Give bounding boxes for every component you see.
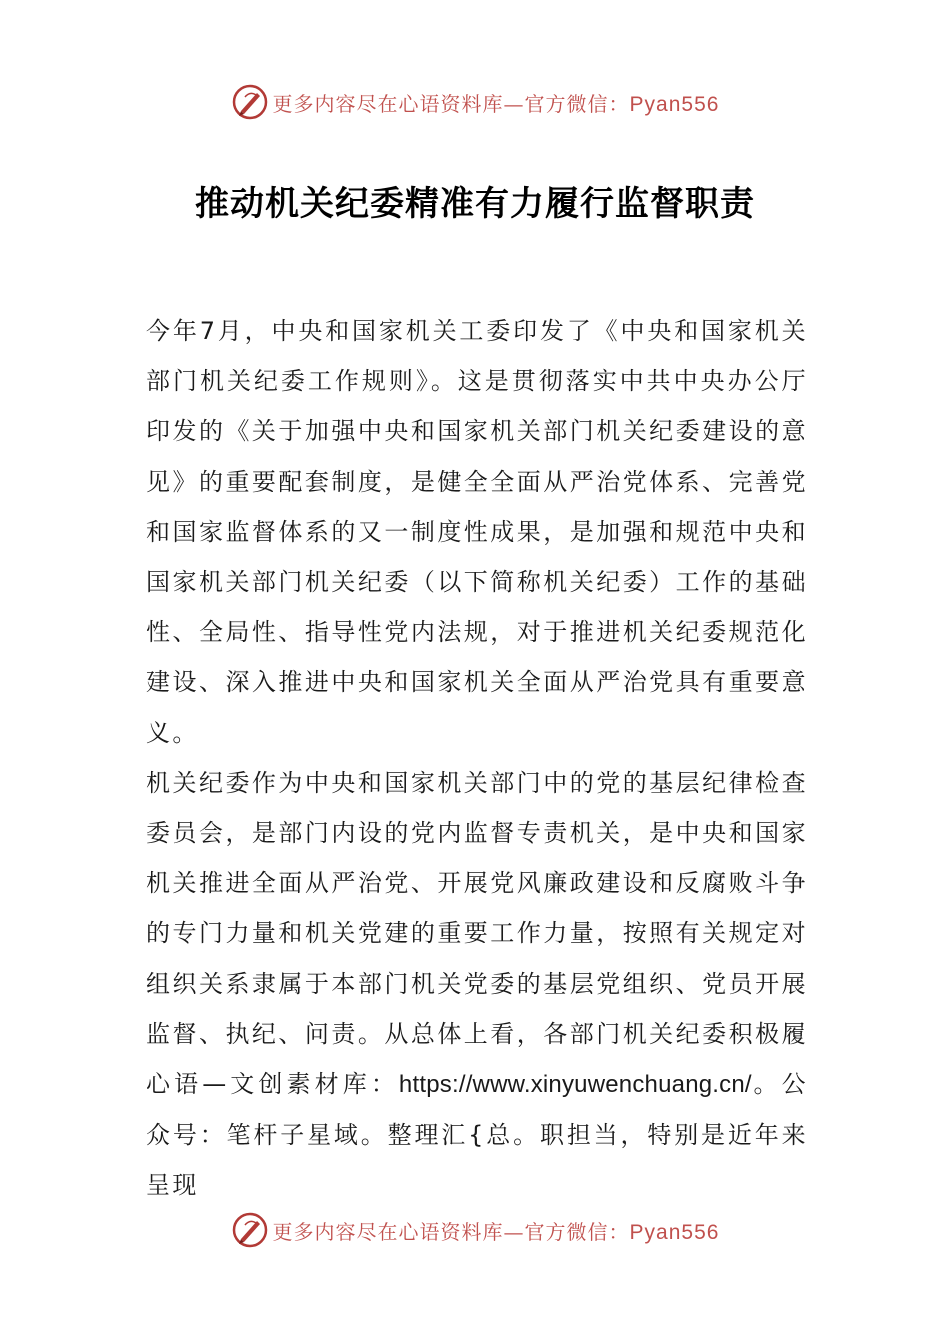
- paragraph-1: 今年7月，中央和国家机关工委印发了《中央和国家机关部门机关纪委工作规则》。这是贯彻落实中共中央办公厅印发的《关于加强中央和国家机关部门机关纪委建设的意见》的重要配套制度，是健全全面从严治党体系、完善党和国家监督体系的又一制度性成果，是加强和规范中央和国家机关部门机关纪委（以下简称机关纪委）工作的基础性、全局性、指导性党内法规，对于推进机关纪委规范化建设、深入推进中央和国家机关全面从严治党具有重要意义。: [146, 317, 808, 747]
- document-title: 推动机关纪委精准有力履行监督职责: [195, 184, 755, 224]
- header-wechat-id: Pyan556: [629, 92, 720, 116]
- footer-wechat-id: Pyan556: [629, 1220, 720, 1244]
- document-body: [146, 306, 808, 1211]
- header-banner-text: 更多内容尽在心语资料库—官方微信：: [272, 91, 630, 116]
- inline-ad-url[interactable]: https://www.xinyuwenchuang.cn/: [398, 1071, 752, 1099]
- inline-ad-prefix: 心语—文创素材库：: [146, 1070, 399, 1099]
- inline-ad-suffix: 。公众号：笔杆子星域。整理汇{总。: [146, 1070, 808, 1150]
- footer-banner-text: 更多内容尽在心语资料库—官方微信：: [272, 1219, 630, 1244]
- paragraph-2: [146, 758, 808, 1211]
- footer-banner: [0, 1208, 950, 1252]
- pen-logo-icon: [231, 83, 269, 121]
- pen-logo-icon: [231, 1211, 269, 1249]
- paragraph-2-end: 职担当，特别是近年来呈现: [146, 1121, 808, 1200]
- header-banner: [0, 80, 950, 124]
- paragraph-2-start: 机关纪委作为中央和国家机关部门中的党的基层纪律检查委员会，是部门内设的党内监督专责机关，是中央和国家机关推进全面从严治党、开展党风廉政建设和反腐败斗争的专门力量和机关党建的重要工作力量，按照有关规定对组织关系隶属于本部门机关党委的基层党组织、党员开展监督、执纪、问责。从总体上看，各部门机关纪委积极履: [146, 768, 808, 1048]
